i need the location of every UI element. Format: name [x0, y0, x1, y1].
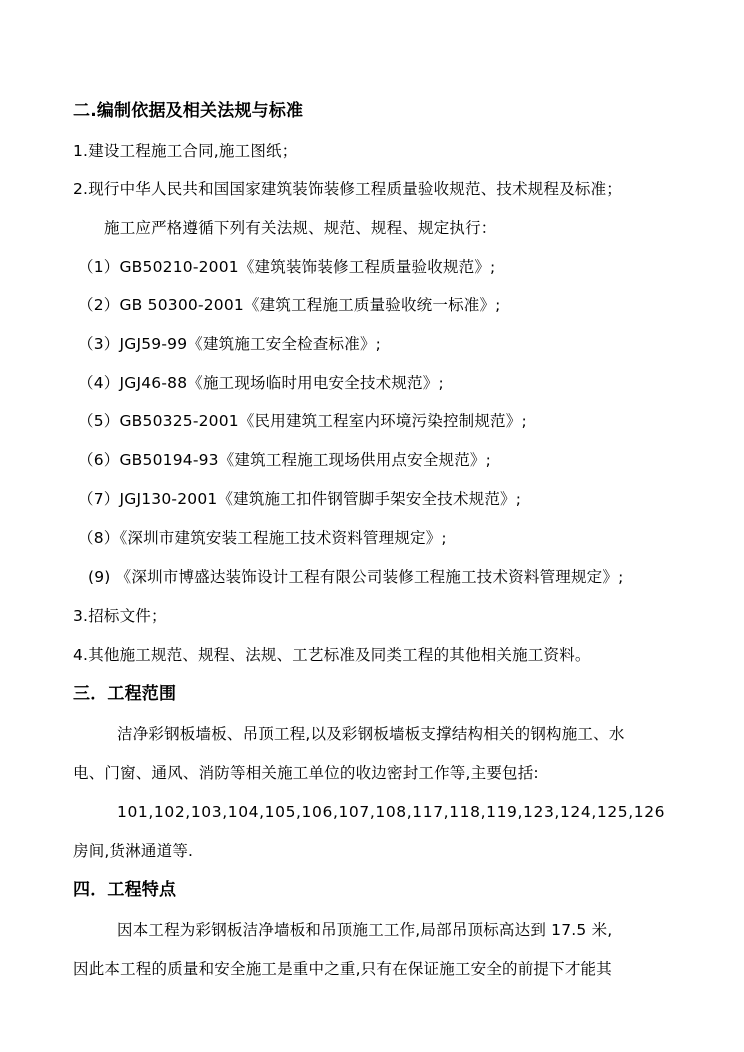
standard-item-2: （2）GB 50300-2001《建筑工程施工质量验收统一标准》;	[78, 296, 501, 314]
standard-item-4: （4）JGJ46-88《施工现场临时用电安全技术规范》;	[78, 374, 444, 392]
basis-item-3: 3.招标文件；	[73, 607, 167, 625]
section-3-heading: 三．工程范围	[73, 684, 177, 704]
standard-item-9: (9) 《深圳市博盛达装饰设计工程有限公司装修工程施工技术资料管理规定》;	[88, 568, 624, 586]
standard-item-7: （7）JGJ130-2001《建筑施工扣件钢管脚手架安全技术规范》;	[78, 490, 522, 508]
features-paragraph-line-2: 因此本工程的质量和安全施工是重中之重,只有在保证施工安全的前提下才能其	[73, 960, 612, 978]
standard-item-3: （3）JGJ59-99《建筑施工安全检查标准》;	[78, 335, 382, 353]
features-paragraph-line-1: 因本工程为彩钢板洁净墙板和吊顶施工工作,局部吊顶标高达到 17.5 米,	[117, 921, 613, 939]
room-numbers-tail: 房间,货淋通道等.	[73, 842, 194, 860]
standard-item-1: （1）GB50210-2001《建筑装饰装修工程质量验收规范》;	[78, 258, 496, 276]
scope-paragraph-line-1: 洁净彩钢板墙板、吊顶工程,以及彩钢板墙板支撑结构相关的钢构施工、水	[117, 725, 625, 743]
standard-item-8: （8）《深圳市建筑安装工程施工技术资料管理规定》;	[78, 529, 447, 547]
basis-item-1: 1.建设工程施工合同,施工图纸；	[73, 142, 298, 160]
standard-item-5: （5）GB50325-2001《民用建筑工程室内环境污染控制规范》;	[78, 412, 527, 430]
standards-intro: 施工应严格遵循下列有关法规、规范、规程、规定执行：	[104, 219, 497, 237]
section-2-heading: 二.编制依据及相关法规与标准	[73, 101, 304, 121]
basis-item-2: 2.现行中华人民共和国国家建筑装饰装修工程质量验收规范、技术规程及标准；	[73, 180, 622, 198]
room-numbers: 101,102,103,104,105,106,107,108,117,118,119,123,124,125,126	[117, 803, 666, 821]
section-4-heading: 四．工程特点	[73, 880, 177, 900]
scope-paragraph-line-2: 电、门窗、通风、消防等相关施工单位的收边密封工作等,主要包括:	[73, 764, 539, 782]
standard-item-6: （6）GB50194-93《建筑工程施工现场供用点安全规范》;	[78, 451, 492, 469]
basis-item-4: 4.其他施工规范、规程、法规、工艺标准及同类工程的其他相关施工资料。	[73, 646, 591, 664]
